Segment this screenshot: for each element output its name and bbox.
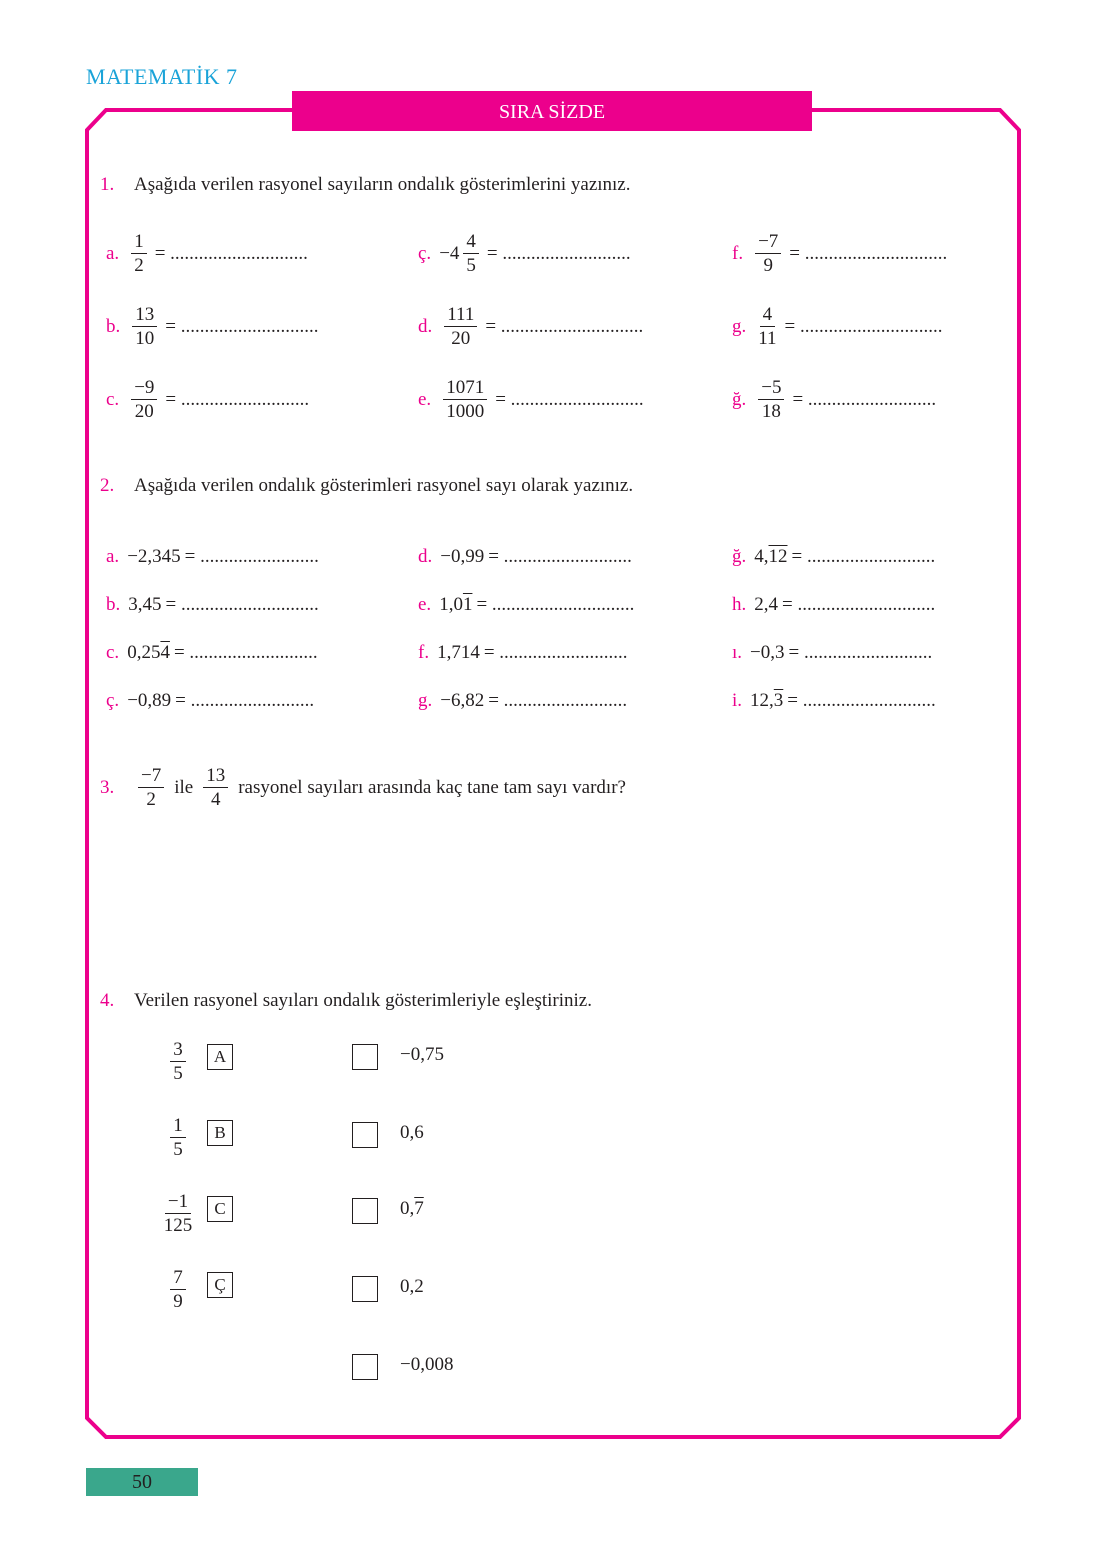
q1-item [106,305,318,348]
answer-blank: = ............................ [495,388,644,410]
letter-box: B [207,1120,233,1146]
fraction [148,1268,208,1311]
item-label: e. [418,594,432,615]
repeating-digits: 4 [160,642,170,663]
q2-item [732,546,935,568]
answer-blank: = .............................. [784,315,943,337]
answer-blank: = ............................ [787,690,936,711]
q2-item [418,546,632,568]
fraction [131,378,157,421]
numerator: 4 [463,232,479,254]
denominator: 10 [135,328,155,349]
denominator: 5 [173,1063,183,1084]
item-label: ı. [732,642,743,663]
item-label: h. [732,594,747,615]
denominator: 9 [763,255,773,276]
question-number: 2. [100,475,115,496]
q1-item [732,305,943,348]
repeating-digits: 7 [414,1198,424,1219]
decimal-value: −0,99 [440,546,485,567]
answer-checkbox[interactable] [352,1198,378,1224]
q1-item [732,232,947,275]
letter-box: C [207,1196,233,1222]
decimal-value: 12, [750,690,774,711]
denominator: 5 [173,1139,183,1160]
q1-item [732,378,936,421]
fraction [758,305,776,348]
decimal-value: 0,25 [127,642,161,663]
connector-text: ile [174,776,194,798]
numerator: 1 [170,1116,186,1138]
denominator: 5 [466,255,476,276]
item-label: b. [106,315,121,337]
question-4 [100,990,592,1012]
fraction [443,378,487,421]
numerator: −7 [138,766,164,788]
decimal-option [400,1122,424,1144]
answer-blank: = ......................... [184,546,319,567]
answer-blank: = .............................. [789,242,948,264]
denominator: 4 [210,789,221,810]
question-text: Verilen rasyonel sayıları ondalık gösterimleriyle eşleştiriniz. [134,990,592,1011]
decimal-value: 2,4 [754,594,778,615]
repeating-digits: 12 [768,546,788,567]
fraction [755,232,781,275]
answer-blank: = ............................. [154,242,308,264]
item-label: a. [106,242,120,264]
question-number: 4. [100,990,115,1011]
decimal-value: −0,75 [400,1044,444,1065]
question-text: Aşağıda verilen rasyonel sayıların ondalık gösterimlerini yazınız. [134,174,631,195]
answer-blank: = ........................... [791,546,936,567]
decimal-value: 0,2 [400,1276,424,1297]
q2-item [732,594,935,616]
question-2 [100,475,633,497]
fraction [148,1192,208,1235]
decimal-value: −2,345 [127,546,181,567]
fraction [444,305,477,348]
decimal-option [400,1276,424,1298]
item-label: ğ. [732,388,747,410]
numerator: 13 [203,766,228,788]
letter-box: A [207,1044,233,1070]
item-label: ğ. [732,546,747,567]
decimal-option [400,1354,453,1376]
fraction [148,1116,208,1159]
decimal-option [400,1198,424,1220]
q2-item [418,690,627,712]
whole-part: −4 [439,242,460,264]
numerator: −9 [131,378,157,400]
denominator: 20 [451,328,471,349]
q1-item [106,232,308,275]
numerator: −1 [165,1192,191,1214]
q2-item [732,642,932,664]
section-banner: SIRA SİZDE [292,91,812,131]
answer-blank: = ........................... [792,388,937,410]
answer-blank: = ............................. [165,315,319,337]
decimal-value: 0, [400,1198,415,1219]
answer-blank: = ........................... [483,642,628,663]
decimal-value: 1,0 [439,594,463,615]
numerator: 7 [170,1268,186,1290]
item-label: e. [418,388,432,410]
q1-item [418,305,643,348]
answer-blank: = .............................. [485,315,644,337]
item-label: ç. [418,242,432,264]
answer-blank: = ............................. [165,594,319,615]
decimal-value: −0,008 [400,1354,454,1375]
q2-item [106,642,318,664]
question-text: Aşağıda verilen ondalık gösterimleri rasyonel sayı olarak yazınız. [134,475,634,496]
question-text: rasyonel sayıları arasında kaç tane tam sayı vardır? [238,776,626,798]
decimal-option [400,1044,444,1066]
item-label: a. [106,546,120,567]
decimal-value: 3,45 [128,594,162,615]
item-label: c. [106,388,120,410]
item-label: b. [106,594,121,615]
numerator: 3 [170,1040,186,1062]
q1-item [106,378,309,421]
numerator: 1071 [443,378,487,400]
question-3 [100,766,626,809]
answer-blank: = ........................... [788,642,933,663]
fraction [463,232,479,275]
answer-blank: = .............................. [476,594,635,615]
answer-blank: = ........................... [486,242,631,264]
question-number: 3. [100,776,115,798]
decimal-value: −6,82 [440,690,485,711]
decimal-value: 4, [754,546,769,567]
decimal-value: −0,89 [127,690,172,711]
q2-item [106,594,319,616]
item-label: g. [418,690,433,711]
answer-blank: = ........................... [173,642,318,663]
question-number: 1. [100,174,115,195]
numerator: −5 [758,378,784,400]
denominator: 2 [134,255,144,276]
q2-item [418,594,634,616]
denominator: 125 [163,1215,193,1236]
answer-checkbox[interactable] [352,1354,378,1380]
fraction [203,766,228,809]
fraction [132,305,157,348]
decimal-value: 1,714 [437,642,480,663]
fraction [131,232,147,275]
q2-item [106,690,314,712]
numerator: 111 [444,305,477,327]
repeating-digits: 1 [462,594,473,615]
answer-checkbox[interactable] [352,1276,378,1302]
subject-title: MATEMATİK 7 [86,64,238,89]
denominator: 9 [173,1291,183,1312]
numerator: 13 [132,305,157,327]
letter-box: Ç [207,1272,233,1298]
page-number: 50 [86,1468,198,1496]
item-label: g. [732,315,747,337]
question-1 [100,174,631,196]
item-label: ç. [106,690,120,711]
answer-blank: = .......................... [175,690,315,711]
q1-item [418,378,644,421]
item-label: c. [106,642,120,663]
q2-item [418,642,628,664]
denominator: 2 [146,789,156,810]
denominator: 18 [761,401,781,422]
item-label: d. [418,546,433,567]
item-label: f. [732,242,744,264]
numerator: 1 [131,232,147,254]
answer-blank: = ........................... [488,546,632,567]
item-label: d. [418,315,433,337]
fraction [138,766,164,809]
denominator: 20 [134,401,154,422]
fraction [148,1040,208,1083]
numerator: −7 [755,232,781,254]
decimal-value: −0,3 [750,642,785,663]
answer-blank: = .......................... [488,690,628,711]
q2-item [106,546,319,568]
numerator: 4 [760,305,776,327]
fraction [758,378,784,421]
q1-item [418,232,631,275]
answer-checkbox[interactable] [352,1044,378,1070]
item-label: i. [732,690,743,711]
q2-item [732,690,936,712]
denominator: 1000 [446,401,485,422]
answer-blank: = ............................. [782,594,936,615]
denominator: 11 [758,328,777,349]
repeating-digits: 3 [773,690,784,711]
answer-blank: = ........................... [165,388,310,410]
answer-checkbox[interactable] [352,1122,378,1148]
item-label: f. [418,642,430,663]
decimal-value: 0,6 [400,1122,424,1143]
